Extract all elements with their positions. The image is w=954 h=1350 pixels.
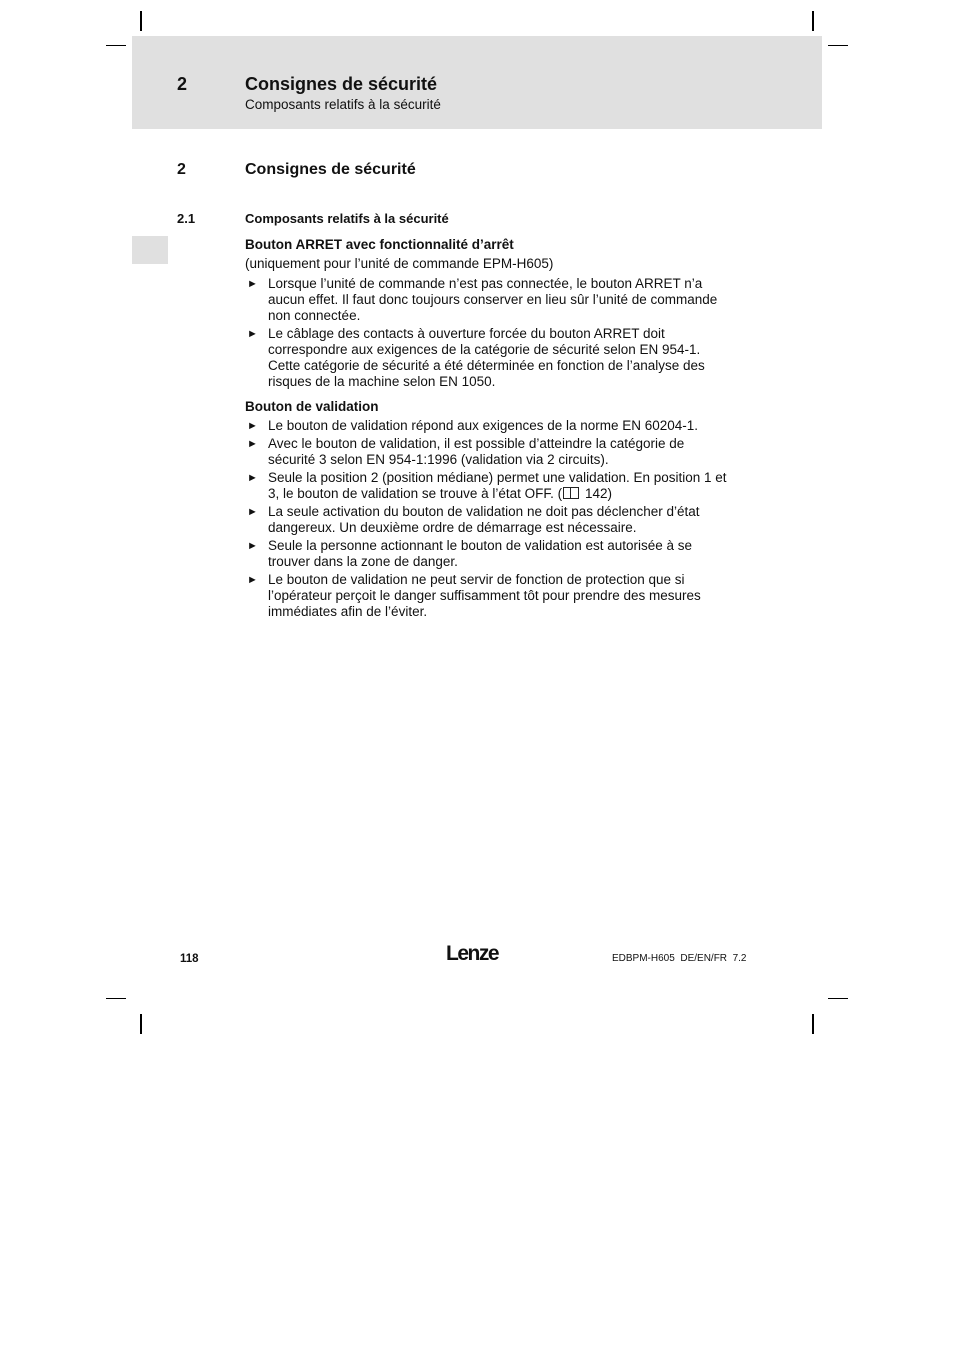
page-number: 118: [180, 953, 199, 965]
subsection-title: Composants relatifs à la sécurité: [245, 211, 449, 226]
crop-mark: [828, 998, 848, 999]
section-number: 2: [177, 161, 186, 178]
validation-button-list: [245, 418, 735, 620]
section-title: Consignes de sécurité: [245, 161, 416, 178]
lenze-logo: Lenze: [446, 942, 499, 965]
bullet-arrow-icon: ►: [247, 420, 258, 432]
crop-mark: [828, 45, 848, 46]
bullet-arrow-icon: ►: [247, 506, 258, 518]
bullet-arrow-icon: ►: [247, 574, 258, 586]
header-subtitle: Composants relatifs à la sécurité: [245, 97, 441, 112]
header-chapter-title: Consignes de sécurité: [245, 74, 438, 94]
crop-mark: [140, 1014, 142, 1034]
list-item: ► La seule activation du bouton de validation ne doit pas déclencher d’état dangereux. Un deuxième ordre de démarrage est nécessaire.: [247, 504, 700, 535]
stop-button-heading: Bouton ARRET avec fonctionnalité d’arrêt: [245, 237, 514, 252]
list-item: ► Avec le bouton de validation, il est possible d’atteindre la catégorie de sécurité 3 selon EN 954-1:1996 (validation via 2 circuits).: [247, 436, 685, 467]
header-band: [132, 36, 822, 129]
bullet-arrow-icon: ►: [247, 278, 258, 290]
list-item: ► Le bouton de validation répond aux exigences de la norme EN 60204-1.: [247, 418, 699, 433]
stop-button-note: (uniquement pour l’unité de commande EPM-H605): [245, 256, 554, 271]
list-item: ► Seule la personne actionnant le bouton de validation est autorisée à se trouver dans la zone de danger.: [247, 538, 693, 569]
crop-mark: [106, 45, 126, 46]
stop-button-list: [245, 276, 735, 390]
crop-mark: [812, 11, 814, 31]
crop-mark: [812, 1014, 814, 1034]
crop-mark: [140, 11, 142, 31]
list-item: ► Le bouton de validation ne peut servir de fonction de protection que si l’opérateur perçoit le danger suffisamment tôt pour prendre des mesures immédiates afin de l’éviter.: [247, 572, 701, 619]
side-tab-marker: [132, 236, 168, 264]
bullet-arrow-icon: ►: [247, 438, 258, 450]
bullet-arrow-icon: ►: [247, 472, 258, 484]
document-id: EDBPM-H605 DE/EN/FR 7.2: [612, 953, 747, 964]
validation-button-heading: Bouton de validation: [245, 399, 379, 414]
header-chapter-number: 2: [177, 74, 188, 94]
subsection-number: 2.1: [177, 211, 196, 226]
page-reference[interactable]: 142): [584, 486, 612, 501]
list-item: ► Seule la position 2 (position médiane) permet une validation. En position 1 et 3, le bouton de validation se trouve à l’état OFF. ( 142): [247, 470, 727, 501]
book-icon: [563, 487, 579, 499]
main-content: [245, 236, 735, 622]
list-item: ► Lorsque l’unité de commande n’est pas connectée, le bouton ARRET n’a aucun effet. Il faut donc toujours conserver en lieu sûr l’unité de commande non connectée.: [247, 276, 718, 323]
bullet-arrow-icon: ►: [247, 328, 258, 340]
crop-mark: [106, 998, 126, 999]
list-item: ► Le câblage des contacts à ouverture forcée du bouton ARRET doit correspondre aux exigences de la catégorie de sécurité selon EN 954-1. Cette catégorie de sécurité a été déterminée en fonction de l’analyse des risques de la machine selon EN 1050.: [247, 326, 705, 389]
bullet-arrow-icon: ►: [247, 540, 258, 552]
